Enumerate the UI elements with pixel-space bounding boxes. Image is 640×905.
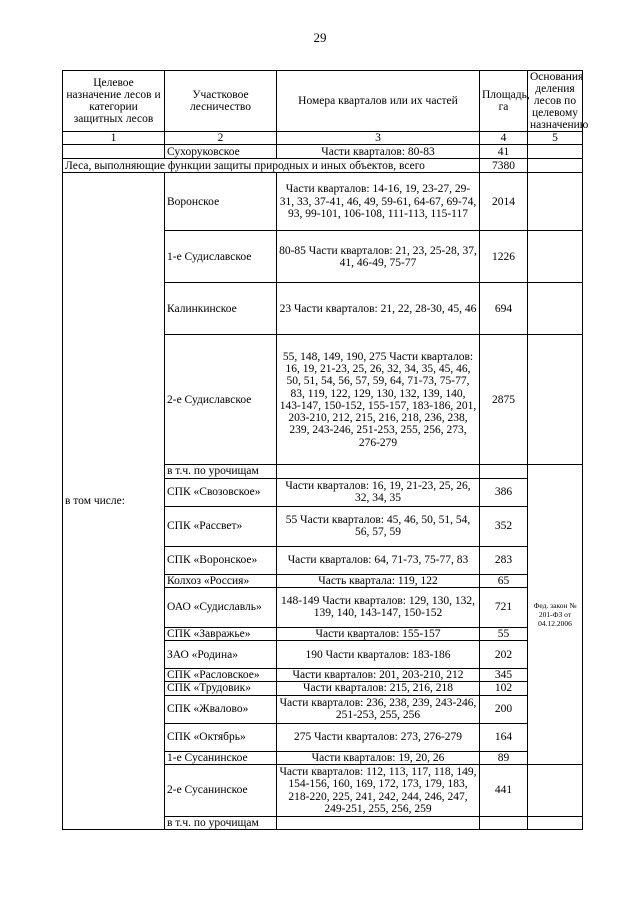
quarters-cell: 190 Части кварталов: 183-186 [277,641,480,669]
forestry-cell: СПК «Октябрь» [165,723,277,751]
quarters-cell: Части кварталов: 236, 238, 239, 243-246, 251-253, 255, 256 [277,695,480,723]
quarters-cell: 55, 148, 149, 190, 275 Части кварталов: 16, 19, 21-23, 25, 26, 32, 34, 35, 45, 46, 50, 51, 54, 56, 57, 59, 64, 71-73, 75-77, 83, 119, 122, 129, 130, 132, 139, 140, 143-147, 150-152, 155-157, 183-186, 201, 203-210, 212, 215, 216, 218, 236, 238, 239, 243-246, 251-253, 255, 256, 273, 276-279 [277,335,480,465]
forestry-cell: СПК «Жвалово» [165,695,277,723]
area-cell: 283 [480,546,528,574]
page-number: 29 [313,30,327,45]
header-quarters: Номера кварталов или их частей [277,71,480,132]
col-number: 5 [528,132,583,145]
header-forestry: Участковое лесничество [165,71,277,132]
quarters-cell: Части кварталов: 155-157 [277,627,480,640]
col-number: 3 [277,132,480,145]
quarters-cell: 23 Части кварталов: 21, 22, 28-30, 45, 46 [277,283,480,335]
purpose-cell [63,145,165,159]
area-cell [480,465,528,478]
basis-cell [528,765,583,817]
quarters-cell: Части кварталов: 80-83 [277,145,480,159]
quarters-cell: Части кварталов: 16, 19, 21-23, 25, 26, 32, 34, 35 [277,478,480,506]
quarters-cell: 80-85 Части кварталов: 21, 23, 25-28, 37, 41, 46-49, 75-77 [277,231,480,283]
area-cell: 694 [480,283,528,335]
quarters-cell: Части кварталов: 14-16, 19, 23-27, 29-31, 33, 37-41, 46, 49, 59-61, 64-67, 69-74, 93, 99-101, 106-108, 111-113, 115-117 [277,173,480,231]
forestry-cell: СПК «Свозовское» [165,478,277,506]
basis-cell [528,283,583,335]
basis-cell [528,817,583,830]
area-cell [480,817,528,830]
quarters-cell: 275 Части кварталов: 273, 276-279 [277,723,480,751]
area-cell: 345 [480,669,528,682]
header-basis: Основания деления лесов по целевому назначению [528,71,583,132]
forestry-cell: СПК «Рассвет» [165,506,277,546]
forest-table [62,70,589,830]
quarters-cell: 55 Части кварталов: 45, 46, 50, 51, 54, 56, 57, 59 [277,506,480,546]
quarters-cell [277,817,480,830]
header-purpose: Целевое назначение лесов и категории защитных лесов [63,71,165,132]
forestry-cell: 1-е Судиславское [165,231,277,283]
forestry-cell: СПК «Расловское» [165,669,277,682]
basis-cell [528,159,583,173]
area-cell: 200 [480,695,528,723]
basis-cell [528,173,583,231]
quarters-cell: Части кварталов: 215, 216, 218 [277,682,480,695]
area-cell: 386 [480,478,528,506]
col-number: 2 [165,132,277,145]
col-number: 4 [480,132,528,145]
area-cell: 202 [480,641,528,669]
table-row [63,145,583,159]
area-cell: 2875 [480,335,528,465]
column-numbers-row [63,132,583,145]
area-cell: 41 [480,145,528,159]
category-row [63,159,583,173]
forestry-cell: 1-е Сусанинское [165,751,277,764]
header-area: Площадь, га [480,71,528,132]
quarters-cell: 148-149 Части кварталов: 129, 130, 132, 139, 140, 143-147, 150-152 [277,587,480,627]
area-cell: 721 [480,587,528,627]
category-label: Леса, выполняющие функции защиты природных и иных объектов, всего [63,159,480,173]
quarters-cell [277,465,480,478]
quarters-cell: Часть квартала: 119, 122 [277,574,480,587]
forestry-cell: СПК «Трудовик» [165,682,277,695]
category-area: 7380 [480,159,528,173]
forestry-cell: ЗАО «Родина» [165,641,277,669]
basis-law-cell: Фед. закон № 201-ФЗ от 04.12.2006 [528,465,583,765]
forestry-cell: Калинкинское [165,283,277,335]
forestry-cell: в т.ч. по урочищам [165,465,277,478]
forestry-cell: 2-е Судиславское [165,335,277,465]
basis-cell [528,231,583,283]
area-cell: 102 [480,682,528,695]
basis-cell [528,145,583,159]
area-cell: 65 [480,574,528,587]
forestry-cell: ОАО «Судиславль» [165,587,277,627]
quarters-cell: Части кварталов: 201, 203-210, 212 [277,669,480,682]
area-cell: 441 [480,765,528,817]
forestry-cell: 2-е Сусанинское [165,765,277,817]
area-cell: 55 [480,627,528,640]
header-row [63,71,583,132]
quarters-cell: Части кварталов: 112, 113, 117, 118, 149, 154-156, 160, 169, 172, 173, 179, 183, 218-220, 225, 241, 242, 244, 246, 247, 249-251, 255, 256, 259 [277,765,480,817]
area-cell: 2014 [480,173,528,231]
area-cell: 1226 [480,231,528,283]
col-number: 1 [63,132,165,145]
quarters-cell: Части кварталов: 64, 71-73, 75-77, 83 [277,546,480,574]
basis-cell [528,335,583,465]
forestry-cell: СПК «Воронское» [165,546,277,574]
forestry-cell: Сухоруковское [165,145,277,159]
area-cell: 164 [480,723,528,751]
forestry-cell: Колхоз «Россия» [165,574,277,587]
forestry-cell: Воронское [165,173,277,231]
quarters-cell: Части кварталов: 19, 20, 26 [277,751,480,764]
table-row [63,173,583,231]
area-cell: 352 [480,506,528,546]
incl-label: в том числе: [63,173,165,830]
forestry-cell: в т.ч. по урочищам [165,817,277,830]
area-cell: 89 [480,751,528,764]
forestry-cell: СПК «Завражье» [165,627,277,640]
